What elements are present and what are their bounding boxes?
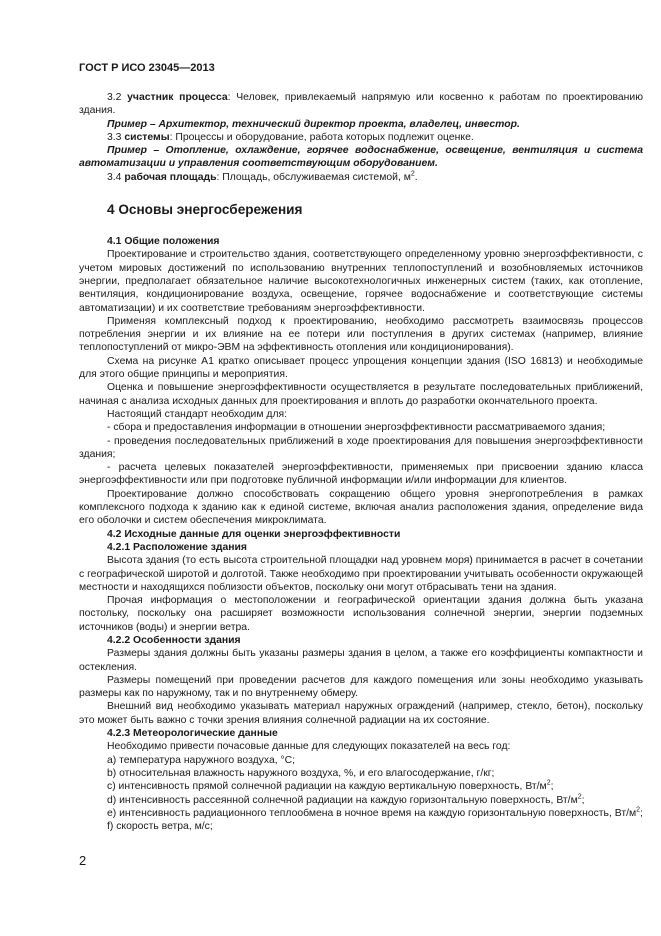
list-item-text: с) интенсивность прямой солнечной радиации на каждую вертикальную поверхность, Вт/м (107, 781, 547, 793)
term-definition: : Площадь, обслуживаемая системой, м (216, 171, 411, 183)
paragraph: Оценка и повышение энергоэффективности осуществляется в результате последовательных приближений, начиная с анализа исходных данных для проектирования и вплоть до разработки окончательного проекта. (79, 382, 643, 407)
subsection-4-2: 4.2 Исходные данные для оценки энергоэффективности (107, 528, 401, 540)
list-item (79, 794, 643, 807)
list-item-text: e) интенсивность радиационного теплообмена в ночное время на каждую горизонтальную поверхность, Вт/м (107, 807, 637, 819)
superscript: 2 (636, 806, 641, 814)
subsection-4-2-2: 4.2.2 Особенности здания (107, 634, 241, 646)
subsection-4-1: 4.1 Общие положения (107, 236, 220, 248)
list-item-end: ; (550, 781, 554, 793)
paragraph: Высота здания (то есть высота строительной площадки над уровнем моря) принимается в расчет в сочетании с географической широтой и долготой. Также необходимо при проектировании учитывать особенности окружающей местности и находящихся поблизости объектов, поскольку они могут отбрасывать тени на здания. (79, 555, 643, 593)
paragraph: Применяя комплексный подход к проектированию, необходимо рассмотреть взаимосвязь процессов потребления энергии и их влияние на ее потери или поступления в других системах (например, влияние теплопоступлений от микро-ЭВМ на эффективность отопления или кондиционирования). (79, 315, 643, 354)
list-item (79, 780, 643, 793)
subsection-4-2-3: 4.2.3 Метеорологические данные (107, 728, 278, 740)
document-header: ГОСТ Р ИСО 23045—2013 (79, 62, 215, 74)
list-item-end: ; (581, 794, 585, 806)
term-end: . (414, 171, 418, 183)
paragraph: Проектирование должно способствовать сокращению общего уровня энергопотребления в рамках комплексного подхода к зданию как к единой системе, включая анализ расположения здания, определение вида его оболочки и систем обеспечения микроклимата. (79, 488, 643, 527)
page-number: 2 (79, 853, 87, 868)
term-definition: : Человек, привлекаемый напрямую или косвенно к работам по проектированию здания. (79, 92, 644, 117)
list-item: - проведения последовательных приближений в ходе проектирования для повышения энергоэффективности здания; (79, 435, 643, 460)
term-number: 3.3 (107, 131, 122, 143)
superscript: 2 (410, 170, 415, 178)
term-definition: : Процессы и оборудование, работа которых подлежит оценке. (169, 131, 474, 143)
list-item (79, 807, 643, 820)
term-number: 3.2 (107, 92, 122, 103)
paragraph: Размеры здания должны быть указаны размеры здания в целом, а также его коэффициенты компактности и остекления. (79, 648, 643, 673)
list-item: b) относительная влажность наружного воздуха, %, и его влагосодержание, г/кг; (107, 767, 495, 779)
subsection-4-2-1: 4.2.1 Расположение здания (107, 541, 247, 553)
section-4-title: 4 Основы энергосбережения (107, 202, 303, 218)
list-item: - сбора и предоставления информации в отношении энергоэффективности рассматриваемого здания; (107, 422, 606, 434)
paragraph: Настоящий стандарт необходим для: (107, 408, 288, 420)
paragraph: Размеры помещений при проведении расчетов для каждого помещения или зоны необходимо указывать размеры как по наружному, так и по внутреннему обмеру. (79, 674, 643, 700)
term-number: 3.4 (107, 171, 122, 183)
term-3-4 (79, 171, 643, 184)
paragraph: Прочая информация о местоположении и географической ориентации здания должна быть указана постольку, поскольку она расширяет возможности использования солнечной энергии, энергии подземных источников (воды) и энергии ветра. (79, 595, 643, 633)
list-item-end: ; (640, 807, 643, 819)
list-item: a) температура наружного воздуха, °С; (107, 754, 296, 766)
term-3-2 (79, 91, 643, 118)
superscript: 2 (577, 793, 582, 801)
term-name: участник процесса (127, 92, 228, 103)
list-item: f) скорость ветра, м/с; (107, 821, 213, 833)
term-name: рабочая площадь (124, 171, 217, 183)
paragraph: Схема на рисунке А1 кратко описывает процесс упрощения концепции здания (ISO 16813) и необходимые для этого общие принципы и мероприятия. (79, 355, 643, 381)
term-3-3-example: Пример – Отопление, охлаждение, горячее водоснабжение, освещение, вентиляция и система автоматизации и управления соответствующим оборудованием. (79, 145, 643, 170)
paragraph: Проектирование и строительство здания, соответствующего определенному уровню энергоэффективности, с учетом мировых достижений по использованию внутренних теплопоступлений и возобновляемых источников энергии, предполагает обязательное наличие высокотехнологичных инженерных систем (таких, как отопление, вентиляция, кондиционирование воздуха, освещение, горячее водоснабжение и соответствующие системы автоматизации) и их соответствие требованиям энергоэффективности. (79, 249, 643, 314)
term-name: системы (124, 131, 170, 143)
list-item: - расчета целевых показателей энергоэффективности, применяемых при присвоении зданию класса энергоэффективности или при подготовке публичной информации и/или информации для клиентов. (79, 462, 643, 487)
paragraph: Внешний вид необходимо указывать материал наружных ограждений (например, стекло, бетон), поскольку это может быть важно с точки зрения влияния солнечной радиации на их состояние. (79, 701, 643, 726)
superscript: 2 (546, 779, 551, 787)
list-item-text: d) интенсивность рассеянной солнечной радиации на каждую горизонтальную поверхность, Вт/м (107, 794, 578, 806)
term-3-3 (79, 131, 643, 144)
term-3-2-example: Пример – Архитектор, технический директор проекта, владелец, инвестор. (107, 118, 520, 130)
paragraph: Необходимо привести почасовые данные для следующих показателей на весь год: (107, 741, 511, 753)
document-page (79, 62, 643, 833)
